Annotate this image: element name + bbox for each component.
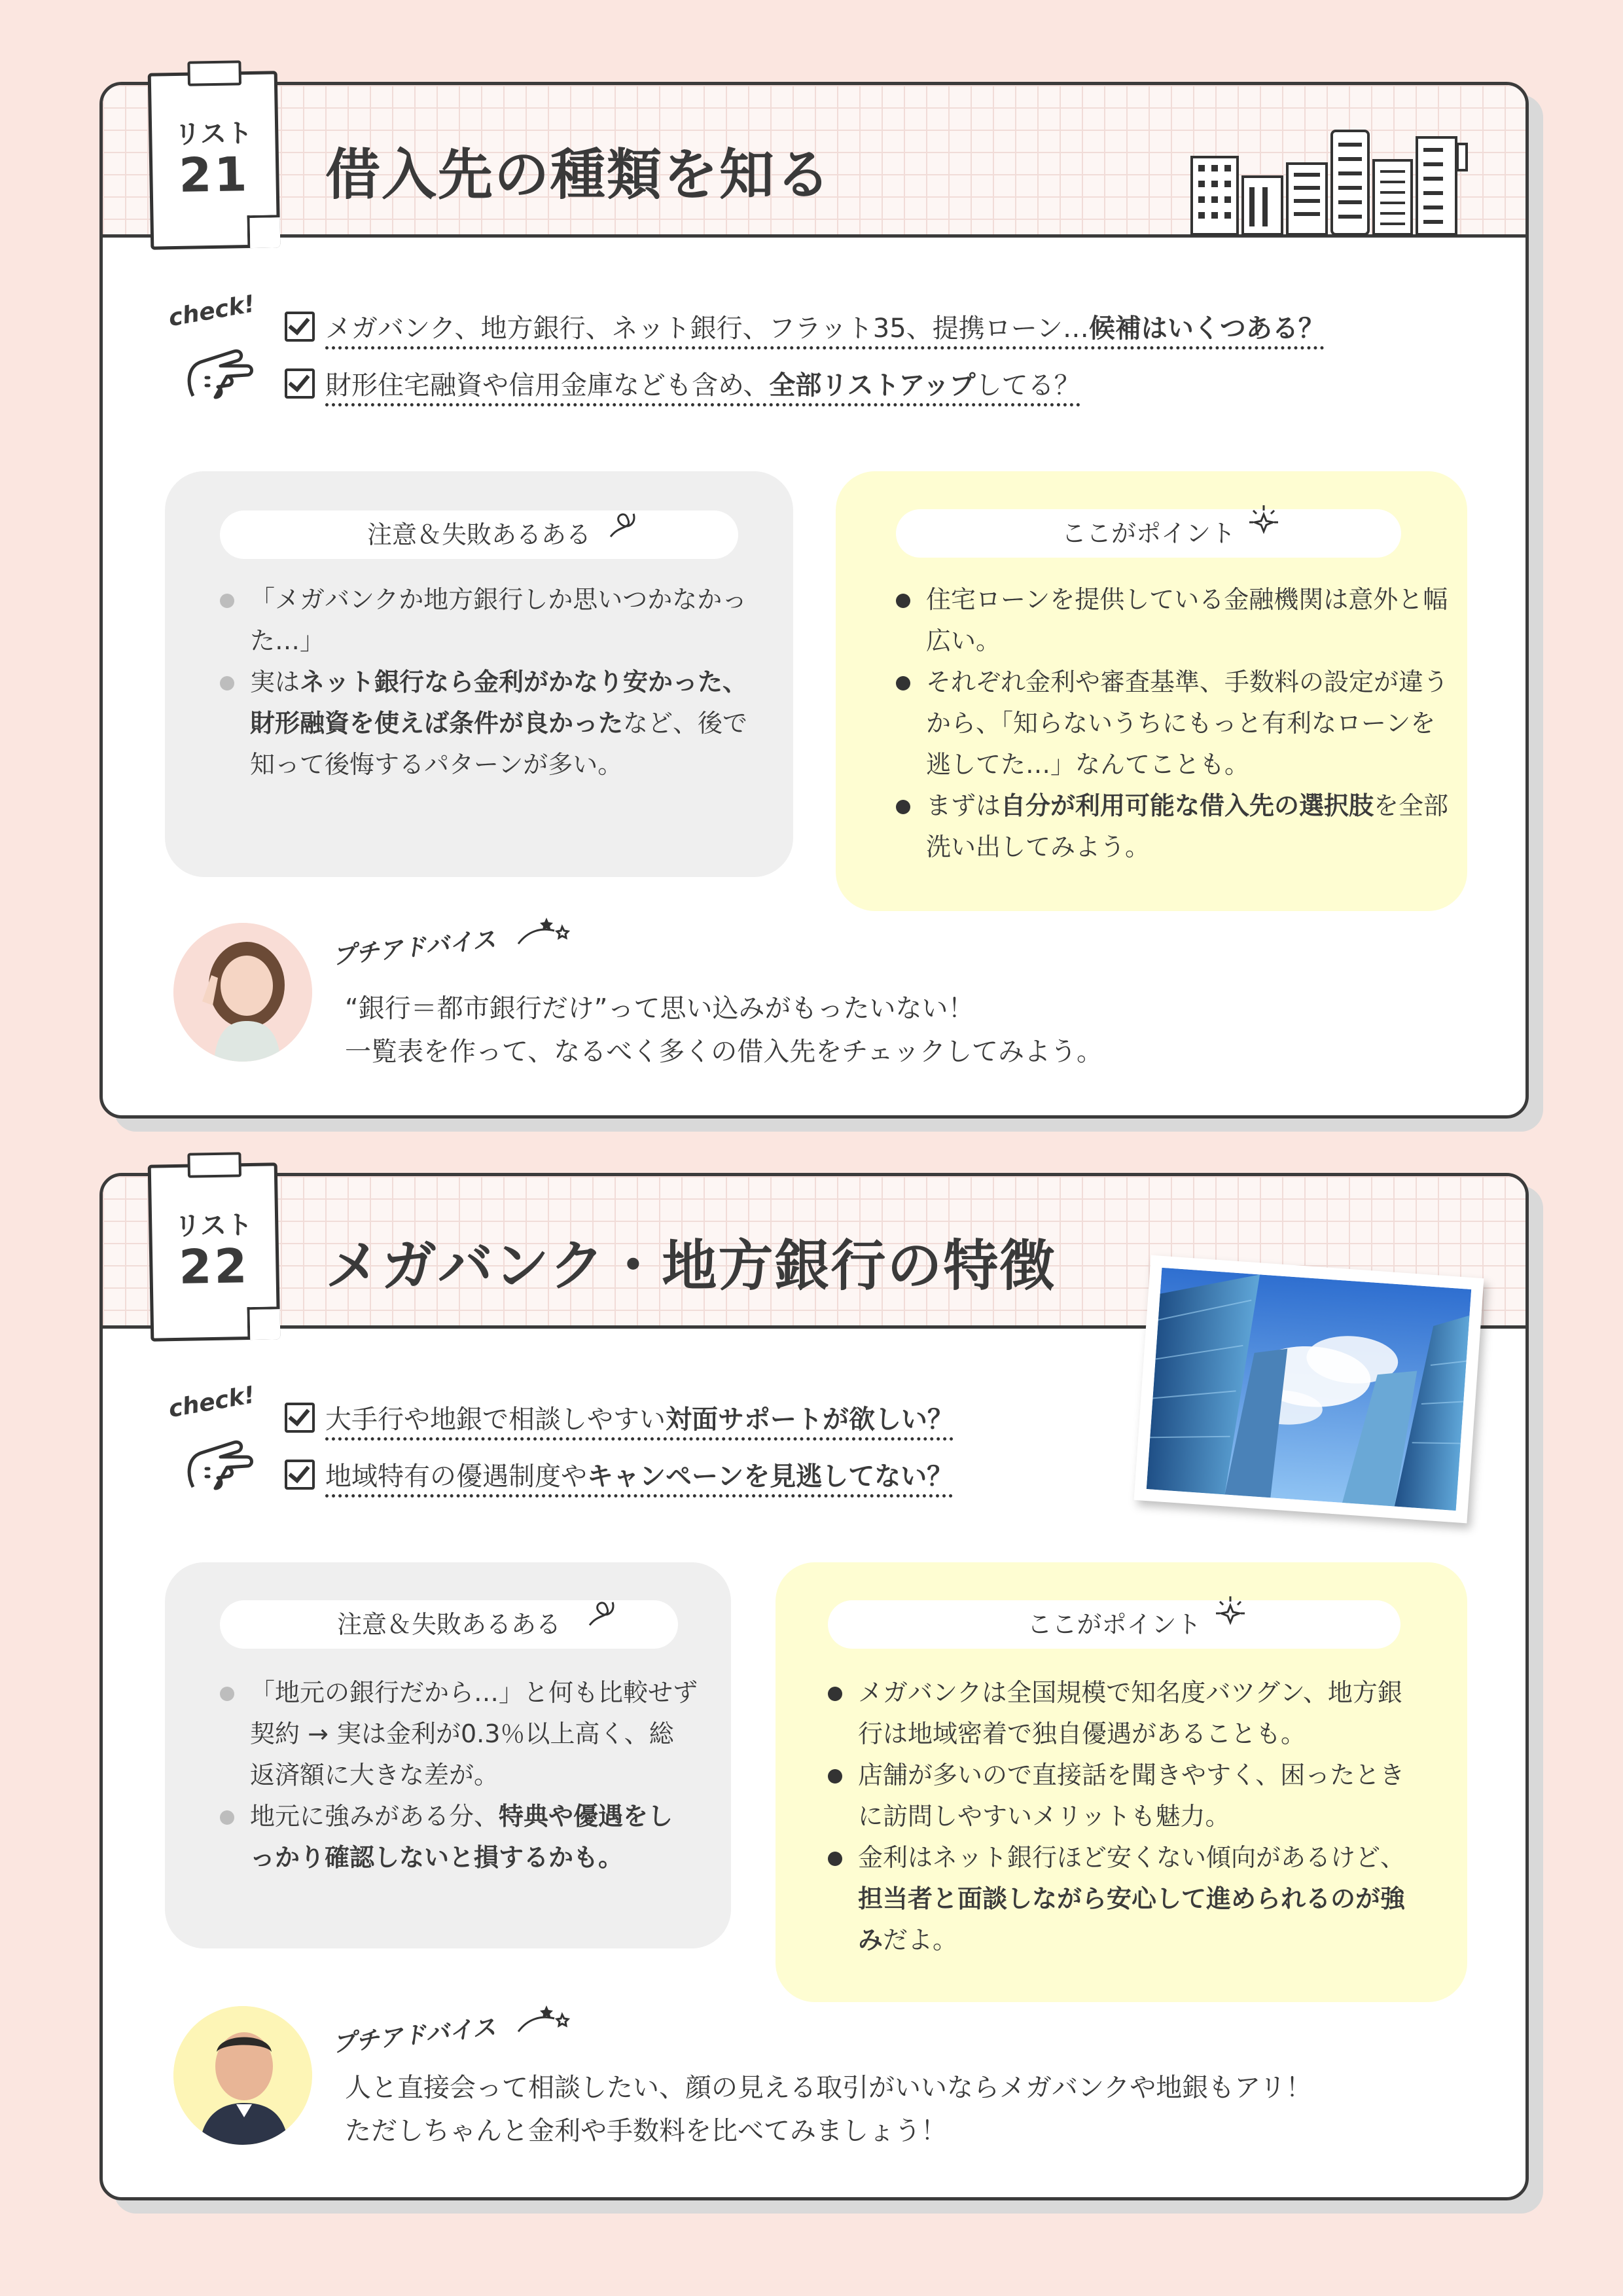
- checklist-emphasis: 候補はいくつある？: [1088, 314, 1325, 344]
- list-tag-22: [148, 1162, 281, 1341]
- body-text: 金利はネット銀行ほど安くない傾向があるけど、: [858, 1843, 1406, 1872]
- star-doodle-icon: [515, 911, 574, 950]
- page-fold: [247, 215, 280, 248]
- caution-item: [220, 579, 757, 662]
- checklist-text: 地域特有の優遇制度や: [325, 1462, 587, 1492]
- caution-item: [220, 1672, 698, 1796]
- checklist-text: メガバンク、地方銀行、ネット銀行、フラット35、提携ローン…: [325, 314, 1089, 344]
- check-label: check!: [166, 1381, 257, 1424]
- body-text: メガバンクは全国規模で知名度バツグン、地方銀行は地域密着で独自優遇があることも。: [858, 1678, 1402, 1748]
- section-title: メガバンク・地方銀行の特徴: [325, 1234, 1056, 1298]
- checkbox-icon: [285, 312, 315, 342]
- advice-line: “銀行＝都市銀行だけ”って思い込みがもったいない！: [345, 994, 974, 1024]
- tape-icon: [187, 1152, 241, 1177]
- point-list: [828, 1672, 1417, 1961]
- body-text: まずは: [926, 791, 1001, 820]
- emphasis-text: 自分が利用可能な借入先の選択肢: [1001, 791, 1374, 820]
- check-hand-icon: [181, 337, 260, 409]
- section-title: 借入先の種類を知る: [325, 143, 832, 207]
- list-card-21: [99, 82, 1529, 1119]
- advice-line: ただしちゃんと金利や手数料を比べてみましょう！: [345, 2116, 947, 2146]
- list-label: リスト: [174, 118, 253, 151]
- body-text: 実は: [250, 668, 300, 696]
- check-marker: [166, 1381, 273, 1520]
- check-hand-icon: [181, 1428, 260, 1500]
- list-label: リスト: [174, 1210, 253, 1242]
- point-item: [828, 1672, 1417, 1755]
- page-fold: [247, 1306, 280, 1340]
- caution-title: 注意＆失敗あるある: [336, 1610, 561, 1639]
- checklist-item: [285, 1399, 954, 1436]
- body-text: だよ。: [883, 1926, 958, 1954]
- caution-item: [220, 662, 757, 785]
- swirl-icon: [607, 504, 640, 543]
- checkbox-icon: [285, 368, 315, 399]
- checklist-emphasis: 全部リストアップ: [769, 370, 976, 401]
- checklist-text: 大手行や地銀で相談しやすい: [325, 1405, 666, 1435]
- checkbox-icon: [285, 1460, 315, 1490]
- body-text: を全部洗い出してみよう。: [926, 791, 1449, 861]
- emphasis-text: 特典や優遇をしっかり確認しないと損するかも。: [250, 1802, 673, 1872]
- star-doodle-icon: [515, 1999, 574, 2038]
- point-title: ここがポイント: [1027, 1610, 1202, 1639]
- body-text: 店舗が多いので直接話を聞きやすく、困ったときに訪問しやすいメリットも魅力。: [858, 1761, 1405, 1831]
- caution-list: [220, 579, 757, 785]
- point-item: [896, 785, 1452, 868]
- caution-item: [220, 1796, 698, 1878]
- checklist-emphasis: 対面サポートが欲しい？: [666, 1405, 954, 1435]
- body-text: 住宅ローンを提供している金融機関は意外と幅広い。: [926, 585, 1448, 655]
- sparkle-icon: [1244, 503, 1283, 542]
- caution-title-pill: [220, 511, 738, 559]
- caution-panel: [165, 1562, 731, 1948]
- point-title: ここがポイント: [1061, 519, 1236, 548]
- body-text: 「地元の銀行だから…」と何も比較せず契約 → 実は金利が0.3％以上高く、総返済額に大きな差が。: [250, 1678, 698, 1789]
- buildings-icon: [1189, 124, 1477, 236]
- list-number: 22: [178, 1238, 251, 1295]
- body-text: など、後で知って後悔するパターンが多い。: [250, 709, 748, 779]
- advisor-avatar: [173, 923, 312, 1062]
- checklist-text: 財形住宅融資や信用金庫なども含め、: [325, 370, 770, 401]
- checklist-item: [285, 365, 1080, 402]
- point-title-pill: [896, 509, 1401, 558]
- point-item: [828, 1755, 1417, 1837]
- swirl-icon: [586, 1592, 619, 1632]
- point-item: [896, 579, 1452, 662]
- emphasis-text: 担当者と面談しながら安心して進められるのが強み: [858, 1884, 1406, 1954]
- point-item: [896, 662, 1452, 785]
- advice-text: [345, 987, 1103, 1073]
- caution-title-pill: [220, 1600, 678, 1649]
- checklist-text: してる？: [975, 370, 1080, 401]
- caution-panel: [165, 471, 793, 877]
- advice-line: 一覧表を作って、なるべく多くの借入先をチェックしてみよう。: [345, 1037, 1103, 1067]
- sparkle-icon: [1211, 1594, 1250, 1633]
- tape-icon: [187, 60, 241, 86]
- point-item: [828, 1837, 1417, 1961]
- advice-line: 人と直接会って相談したい、顔の見える取引がいいならメガバンクや地銀もアリ！: [345, 2073, 1312, 2103]
- body-text: 「メガバンクか地方銀行しか思いつかなかった…」: [250, 585, 747, 655]
- advisor-avatar: [173, 2006, 312, 2145]
- body-text: 地元に強みがある分、: [250, 1802, 499, 1831]
- caution-title: 注意＆失敗あるある: [366, 520, 591, 549]
- advice-text: [345, 2066, 1312, 2153]
- skyscraper-photo: [1134, 1255, 1484, 1524]
- list-number: 21: [178, 147, 251, 203]
- list-tag-21: [148, 71, 281, 249]
- check-marker: [166, 290, 273, 429]
- advice-label: プチアドバイス: [330, 2013, 497, 2058]
- caution-list: [220, 1672, 698, 1878]
- card-header: [103, 85, 1525, 238]
- body-text: それぞれ金利や審査基準、手数料の設定が違うから、「知らないうちにもっと有利なローンを逃してた…」なんてことも。: [926, 668, 1449, 779]
- point-panel: [836, 471, 1467, 911]
- checkbox-icon: [285, 1403, 315, 1433]
- advice-label: プチアドバイス: [330, 925, 497, 970]
- checklist-item: [285, 308, 1325, 345]
- checklist-emphasis: キャンペーンを見逃してない？: [587, 1462, 954, 1492]
- checklist-item: [285, 1456, 953, 1493]
- check-label: check!: [166, 290, 257, 332]
- point-panel: [776, 1562, 1467, 2002]
- point-list: [896, 579, 1452, 868]
- point-title-pill: [828, 1600, 1400, 1649]
- emphasis-text: ネット銀行なら金利がかなり安かった、財形融資を使えば条件が良かった: [250, 668, 748, 738]
